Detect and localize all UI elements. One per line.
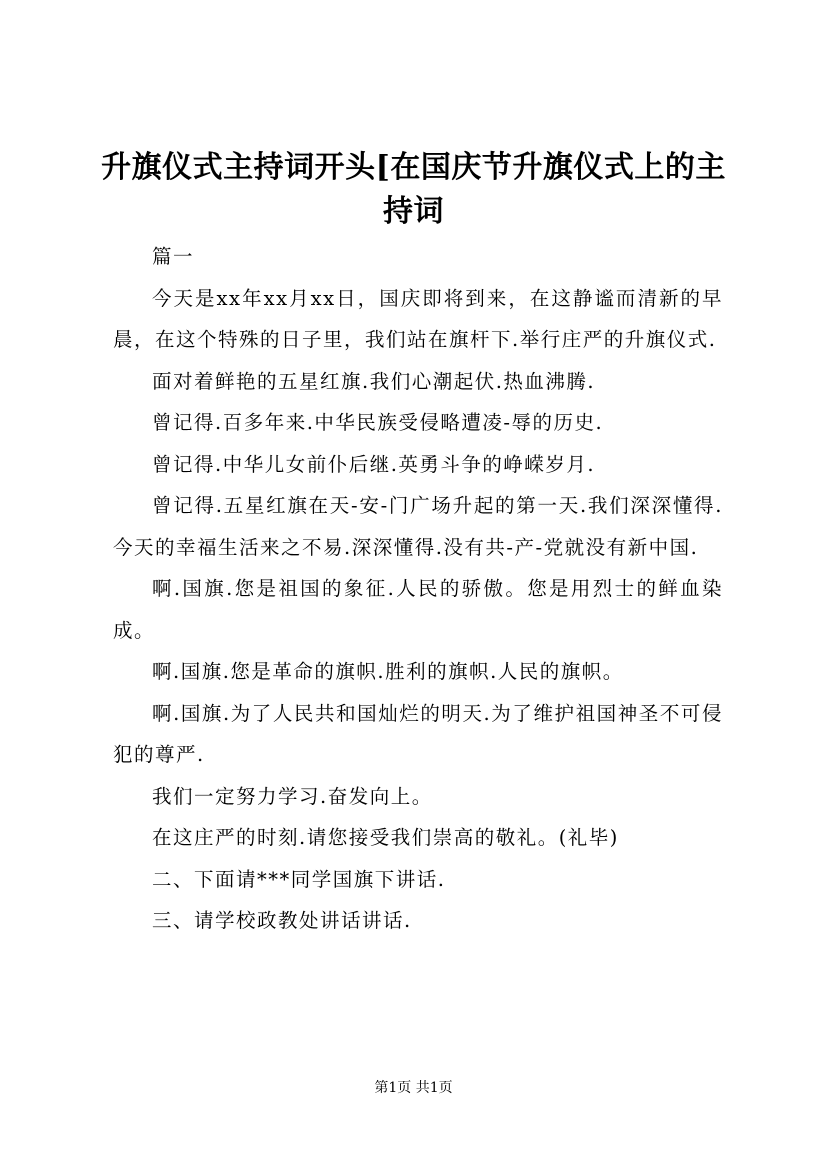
body-paragraph: 啊.国旗.您是革命的旗帜.胜利的旗帜.人民的旗帜。: [152, 660, 624, 683]
document-body: [113, 236, 723, 942]
body-paragraph: 曾记得.百多年来.中华民族受侵略遭凌-辱的历史.: [152, 411, 604, 434]
body-paragraph: 三、请学校政教处讲话讲话.: [152, 909, 412, 932]
body-paragraph: 曾记得.中华儿女前仆后继.英勇斗争的峥嵘岁月.: [152, 452, 596, 476]
body-paragraph: 今天是xx年xx月xx日，国庆即将到来，在这静谧而清新的早晨，在这个特殊的日子里，我们站在旗杆下.举行庄严的升旗仪式.: [113, 286, 723, 351]
page-footer: 第1页 共1页: [374, 1080, 453, 1096]
body-paragraph: 啊.国旗.为了人民共和国灿烂的明天.为了维护祖国神圣不可侵犯的尊严.: [113, 701, 723, 766]
body-paragraph: 面对着鲜艳的五星红旗.我们心潮起伏.热血沸腾.: [152, 369, 596, 393]
body-paragraph: 二、下面请***同学国旗下讲话.: [152, 867, 446, 891]
body-paragraph: 啊.国旗.您是祖国的象征.人民的骄傲。您是用烈士的鲜血染成。: [113, 577, 723, 642]
body-paragraph: 曾记得.五星红旗在天-安-门广场升起的第一天.我们深深懂得.今天的幸福生活来之不易.深深懂得.没有共-产-党就没有新中国.: [113, 494, 723, 559]
body-paragraph: 我们一定努力学习.奋发向上。: [152, 784, 433, 808]
document-title: 升旗仪式主持词开头[在国庆节升旗仪式上的主持词: [101, 150, 726, 229]
section-heading: 篇一: [152, 245, 195, 268]
body-paragraph: 在这庄严的时刻.请您接受我们崇高的敬礼。(礼毕): [152, 826, 619, 849]
